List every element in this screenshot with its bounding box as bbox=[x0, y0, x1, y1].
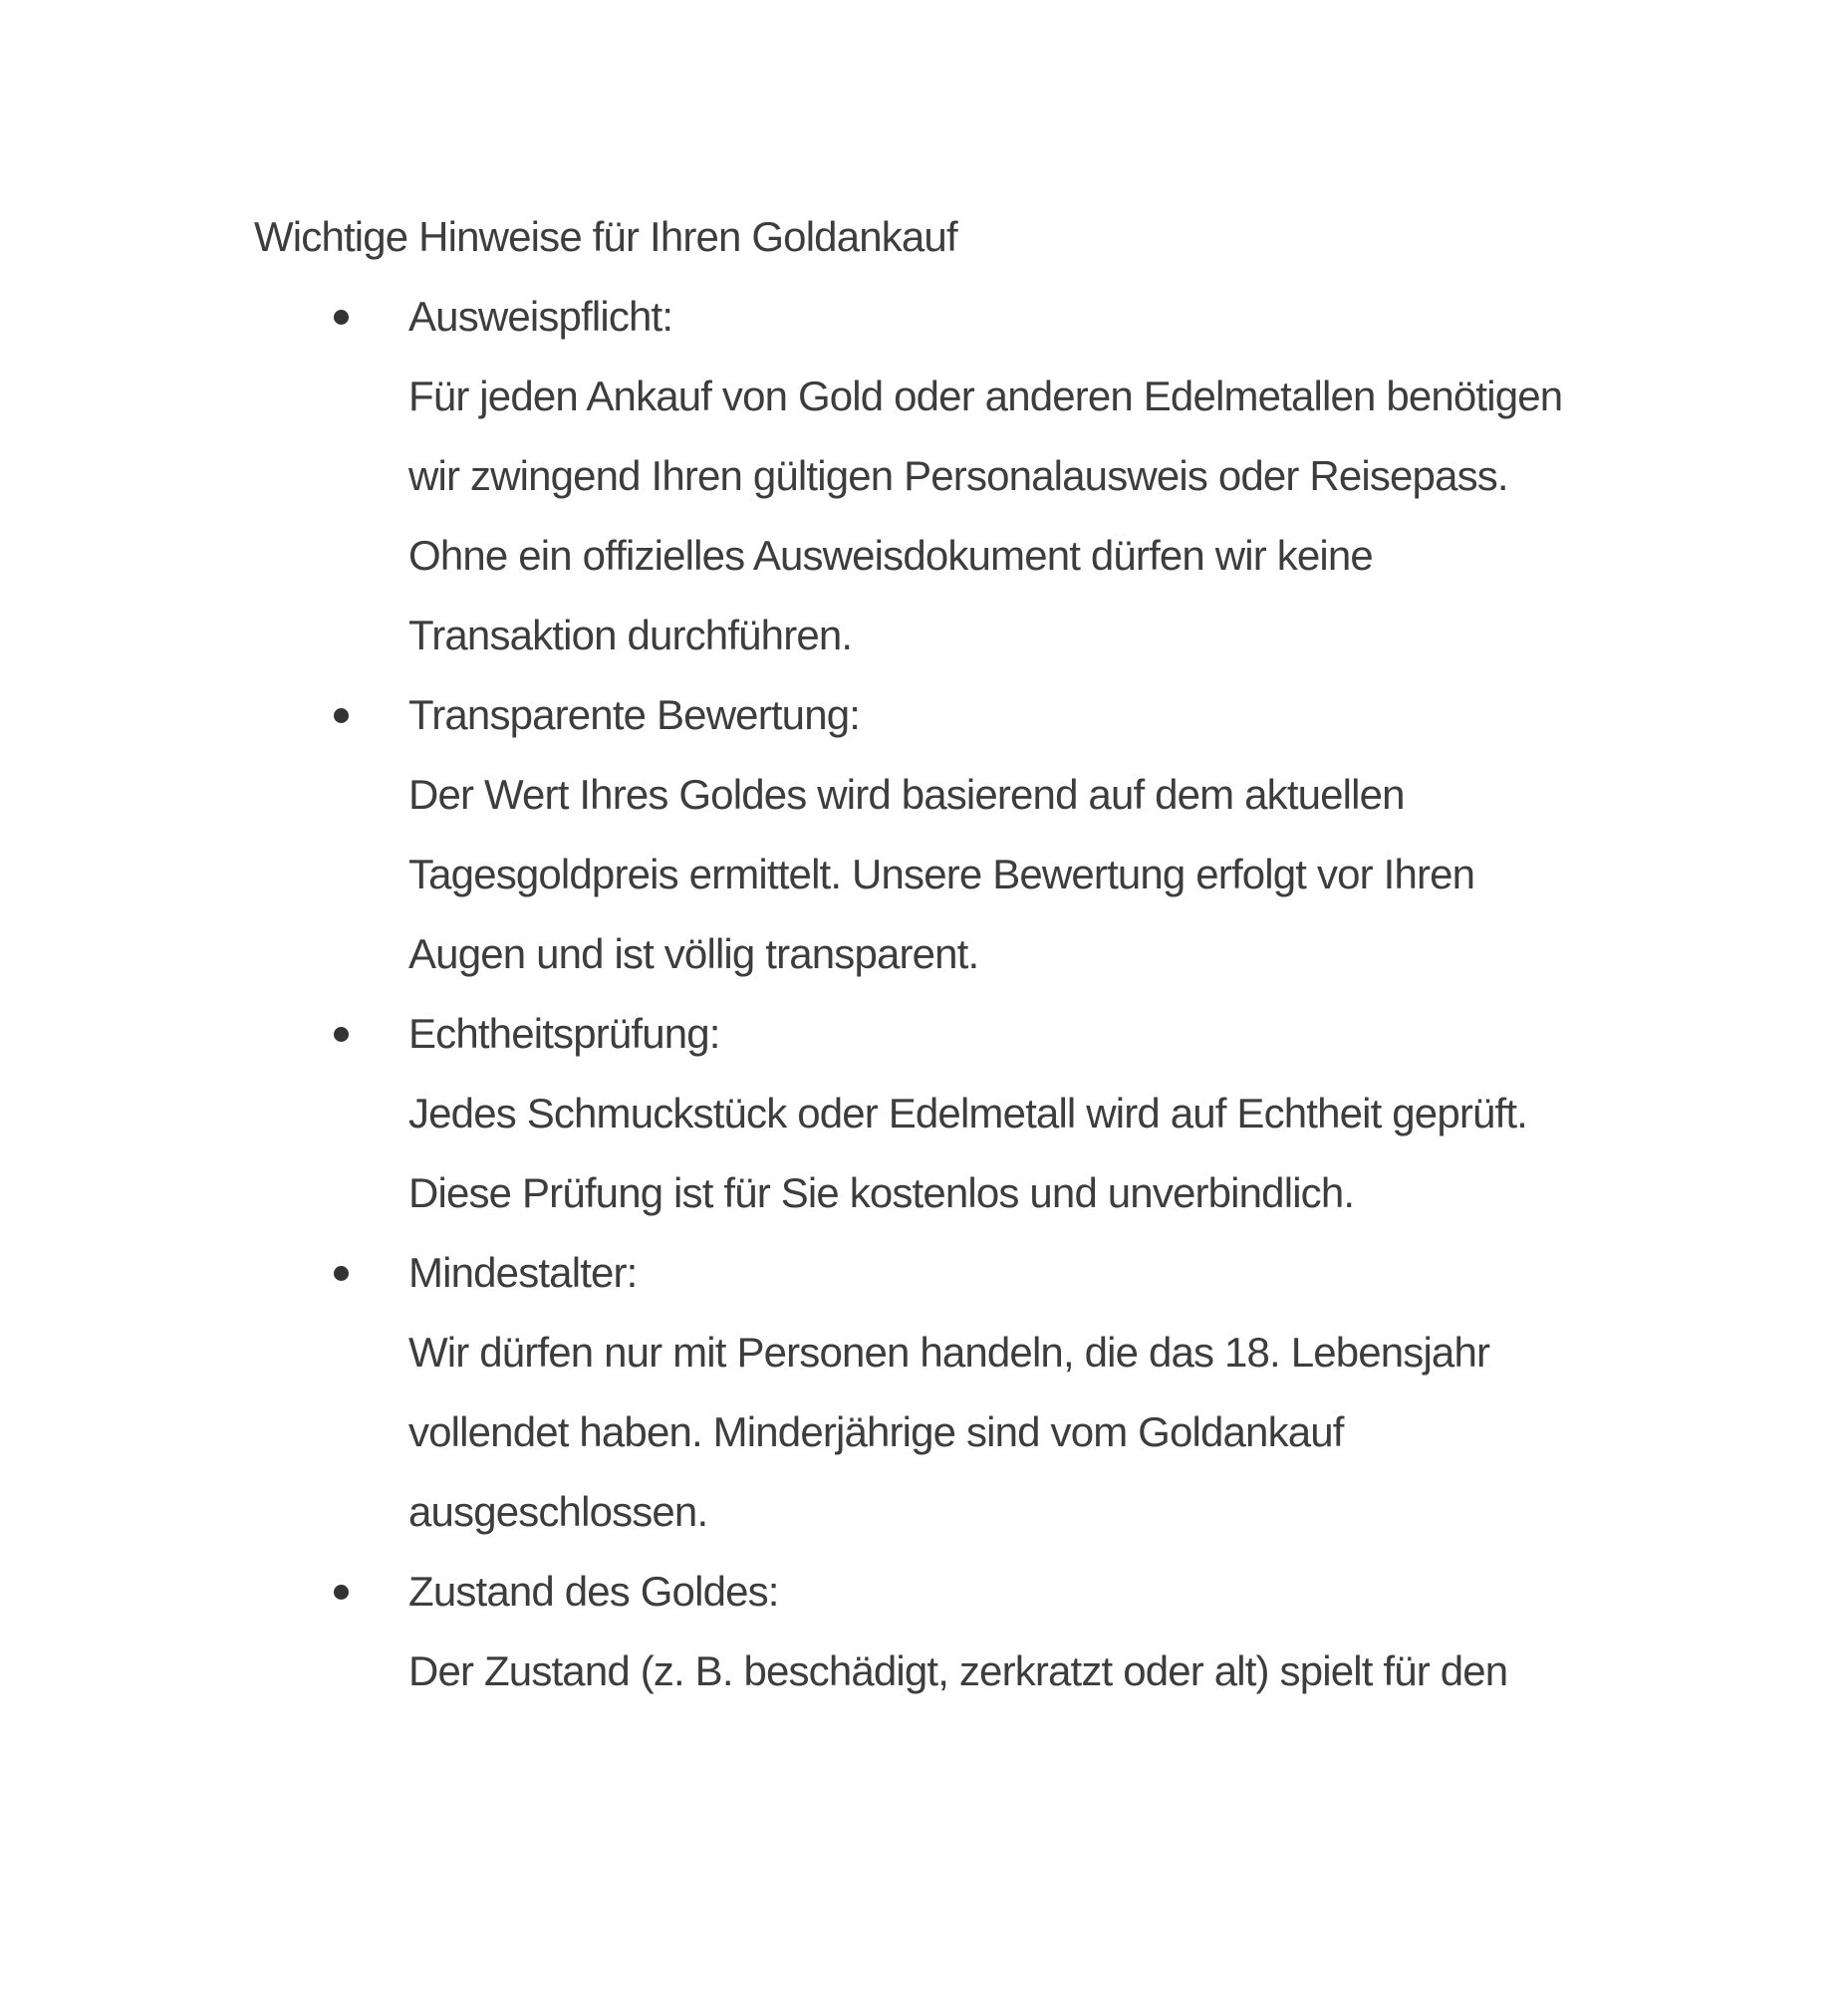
list-item-label: Echtheitsprüfung: bbox=[408, 1010, 720, 1057]
list-item-text-line: Transaktion durchführen. bbox=[408, 612, 853, 658]
list-item-text-line: Der Wert Ihres Goldes wird basierend auf dem aktuellen bbox=[408, 771, 1405, 818]
list-item-label-row bbox=[254, 277, 1808, 357]
list-item-text-line: Diese Prüfung ist für Sie kostenlos und unverbindlich. bbox=[408, 1169, 1355, 1216]
list-item-text-line: Wir dürfen nur mit Personen handeln, die das 18. Lebensjahr bbox=[408, 1329, 1490, 1376]
bullet-icon bbox=[334, 708, 349, 723]
list-item-transparente-bewertung bbox=[254, 675, 1808, 994]
list-item-label: Transparente Bewertung: bbox=[408, 691, 861, 738]
list-item-label: Zustand des Goldes: bbox=[408, 1568, 779, 1615]
list-item-echtheitspruefung bbox=[254, 994, 1808, 1233]
document-title: Wichtige Hinweise für Ihren Goldankauf bbox=[254, 213, 957, 260]
list-item-text-line: Für jeden Ankauf von Gold oder anderen Edelmetallen benötigen bbox=[408, 373, 1563, 419]
list-item-text-line: ausgeschlossen. bbox=[408, 1488, 708, 1535]
list-item-label-row bbox=[254, 1552, 1808, 1632]
list-item-mindestalter bbox=[254, 1233, 1808, 1552]
list-item-text-line: Ohne ein offizielles Ausweisdokument dürfen wir keine bbox=[408, 532, 1373, 579]
list-item-text-line: Der Zustand (z. B. beschädigt, zerkratzt oder alt) spielt für den bbox=[408, 1647, 1508, 1694]
bullet-icon bbox=[334, 1027, 349, 1042]
list-item-label-row bbox=[254, 1233, 1808, 1313]
list-item-text-line: Tagesgoldpreis ermittelt. Unsere Bewertung erfolgt vor Ihren bbox=[408, 851, 1475, 897]
list-item-text-line: Jedes Schmuckstück oder Edelmetall wird auf Echtheit geprüft. bbox=[408, 1090, 1527, 1136]
list-item-label-row bbox=[254, 675, 1808, 755]
list-item-text-line: vollendet haben. Minderjährige sind vom Goldankauf bbox=[408, 1408, 1344, 1455]
list-item-label: Ausweispflicht: bbox=[408, 293, 673, 340]
list-item-label: Mindestalter: bbox=[408, 1249, 638, 1296]
list-item-zustand-des-goldes bbox=[254, 1552, 1808, 1711]
list-item-label-row bbox=[254, 994, 1808, 1074]
bullet-icon bbox=[334, 310, 349, 325]
list-item-text-line: Augen und ist völlig transparent. bbox=[408, 930, 979, 977]
list-item-text-line: wir zwingend Ihren gültigen Personalausweis oder Reisepass. bbox=[408, 452, 1508, 499]
bullet-icon bbox=[334, 1266, 349, 1281]
bullet-icon bbox=[334, 1585, 349, 1600]
list-item-ausweispflicht bbox=[254, 277, 1808, 675]
